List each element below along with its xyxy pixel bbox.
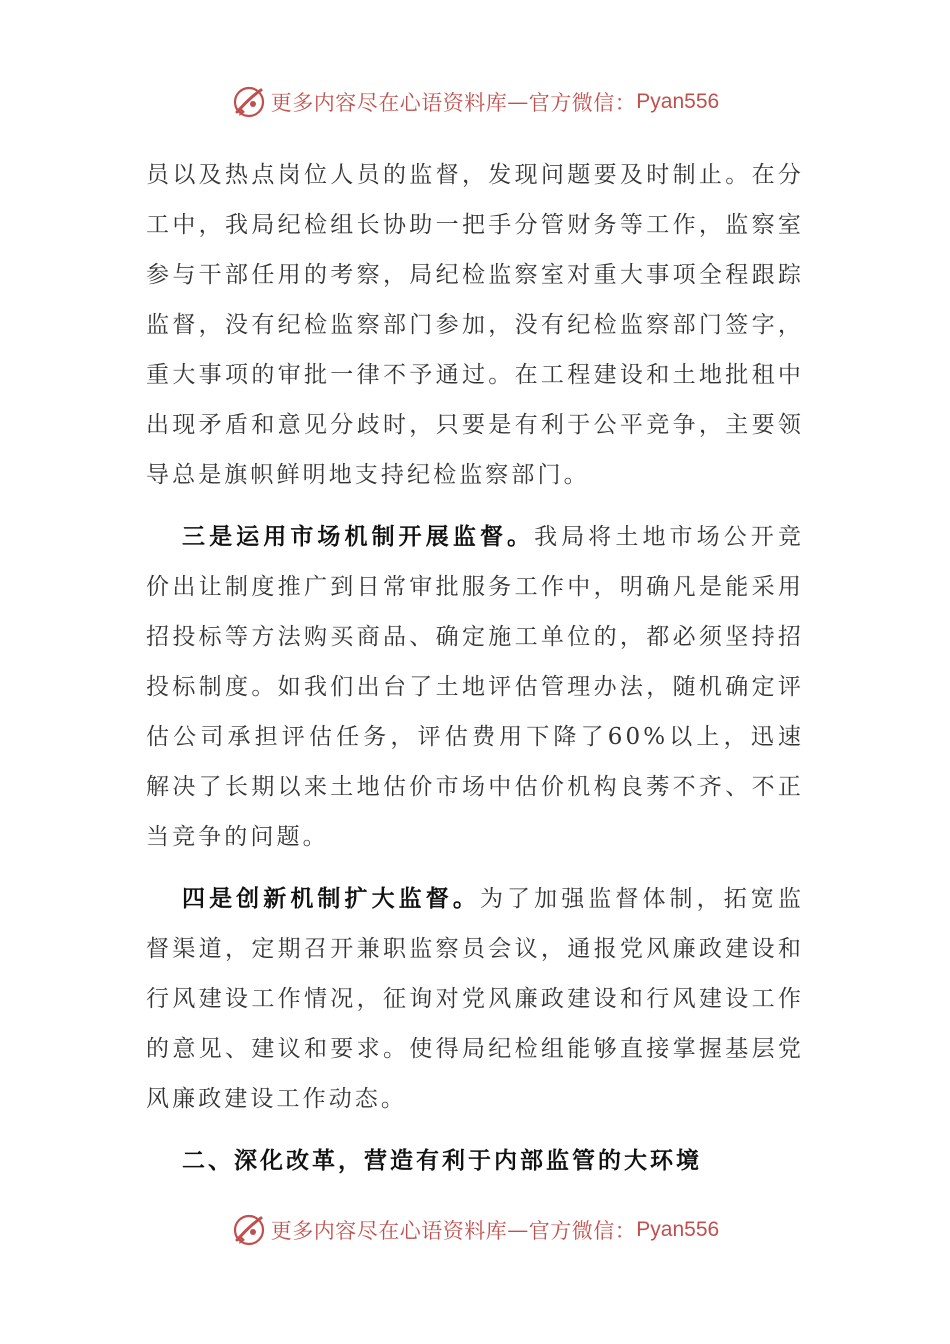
paragraph-2-text: 我局将土地市场公开竞价出让制度推广到日常审批服务工作中，明确凡是能采用招投标等方法购买商品、确定施工单位的，都必须坚持招投标制度。如我们出台了土地评估管理办法，随机确定评估公司承担评估任务，评估费用下降了60%以上，迅速解决了长期以来土地估价市场中估价机构良莠不齐、不正当竞争的问题。 — [146, 524, 804, 850]
header-wechat-label: 官方微信： — [528, 91, 637, 115]
footer-wechat-label: 官方微信： — [528, 1219, 637, 1243]
section-heading: 二、深化改革，营造有利于内部监管的大环境 — [182, 1147, 702, 1174]
document-body — [146, 150, 804, 1186]
header-banner — [0, 80, 950, 124]
paragraph-1: 员以及热点岗位人员的监督，发现问题要及时制止。在分工中，我局纪检组长协助一把手分管财务等工作，监察室参与干部任用的考察，局纪检监察室对重大事项全程跟踪监督，没有纪检监察部门参加，没有纪检监察部门签字，重大事项的审批一律不予通过。在工程建设和土地批租中出现矛盾和意见分歧时，只要是有利于公平竞争，主要领导总是旗帜鲜明地支持纪检监察部门。 — [146, 162, 804, 488]
header-separator: — — [507, 90, 529, 114]
pen-circle-logo-icon — [231, 84, 267, 120]
header-site-text: 更多内容尽在心语资料库 — [270, 91, 508, 115]
paragraph-3-lead: 四是创新机制扩大监督。 — [182, 885, 480, 912]
footer-wechat-id: Pyan556 — [636, 1218, 720, 1241]
footer-separator: — — [507, 1218, 529, 1242]
pen-circle-logo-icon — [231, 1212, 267, 1248]
paragraph-2 — [146, 512, 804, 862]
paragraph-2-lead: 三是运用市场机制开展监督。 — [182, 523, 535, 550]
footer-site-text: 更多内容尽在心语资料库 — [270, 1219, 508, 1243]
footer-banner — [0, 1208, 950, 1252]
paragraph-3 — [146, 874, 804, 1124]
header-wechat-id: Pyan556 — [636, 90, 720, 113]
paragraph-3-text: 为了加强监督体制，拓宽监督渠道，定期召开兼职监察员会议，通报党风廉政建设和行风建设工作情况，征询对党风廉政建设和行风建设工作的意见、建议和要求。使得局纪检组能够直接掌握基层党风廉政建设工作动态。 — [146, 886, 804, 1112]
